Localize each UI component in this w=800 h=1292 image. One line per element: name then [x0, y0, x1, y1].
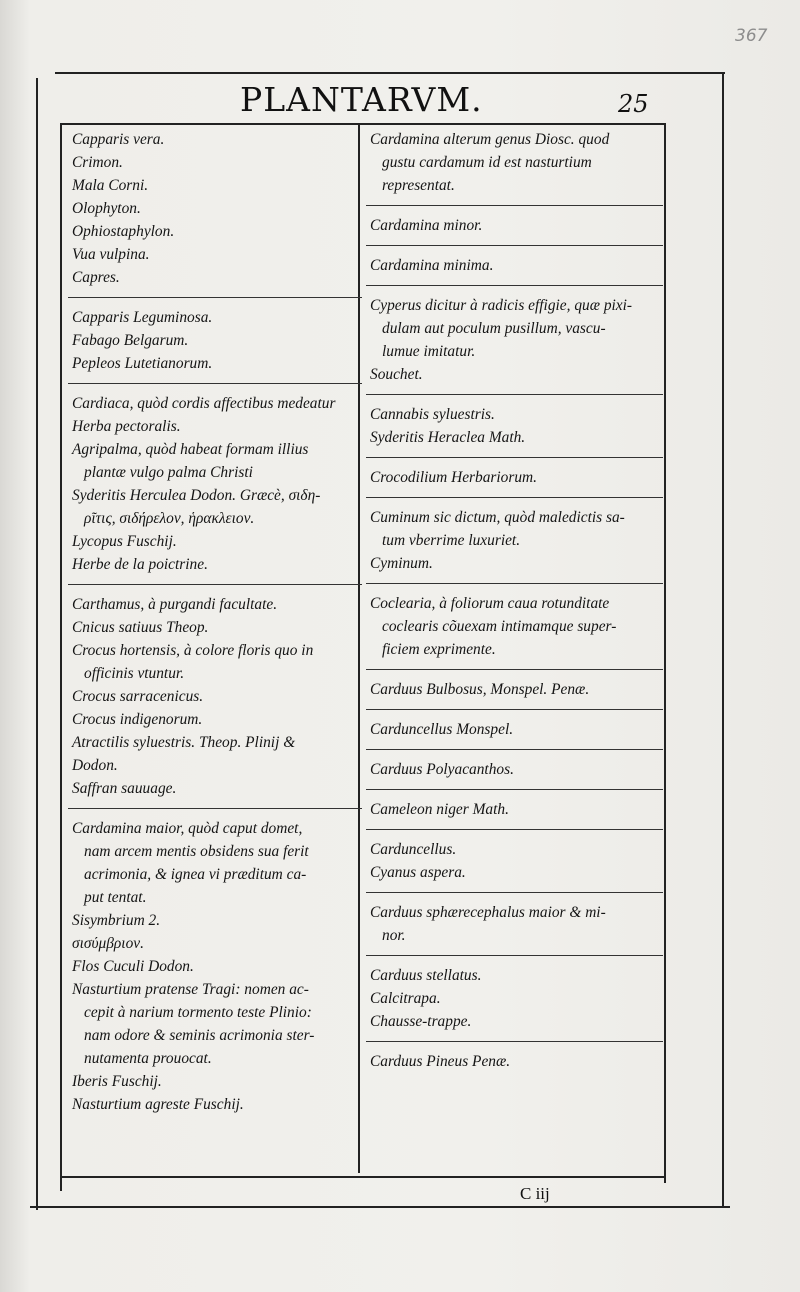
entry-separator	[366, 892, 663, 893]
entry-separator	[366, 829, 663, 830]
entry-line: Cardamina maior, quòd caput domet,	[72, 820, 303, 837]
entry-separator	[366, 709, 663, 710]
plant-entry	[370, 798, 655, 821]
outer-right-line	[722, 74, 724, 1208]
entry-separator	[68, 808, 362, 809]
entry-line: dulam aut poculum pusillum, vascu-	[382, 320, 606, 337]
entry-separator	[366, 457, 663, 458]
right-frame-line	[664, 123, 666, 1183]
entry-line: Carthamus, à purgandi facultate.	[72, 596, 278, 613]
plant-entry	[72, 392, 354, 576]
entry-separator	[366, 205, 663, 206]
entry-separator	[366, 583, 663, 584]
entry-line: σισύμβριον.	[72, 935, 144, 952]
entry-separator	[68, 297, 362, 298]
plant-entry	[370, 964, 655, 1033]
entry-line: Chausse-trappe.	[370, 1013, 472, 1030]
plant-entry	[72, 128, 354, 289]
entry-separator	[366, 789, 663, 790]
entry-line: officinis vtuntur.	[84, 665, 185, 682]
entry-line: Cameleon niger Math.	[370, 801, 509, 818]
entry-line: Capparis Leguminosa.	[72, 309, 213, 326]
entry-line: Coclearia, à foliorum caua rotunditate	[370, 595, 610, 612]
right-column	[370, 128, 655, 1073]
entry-separator	[366, 955, 663, 956]
column-divider	[358, 125, 360, 1173]
plant-entry	[370, 718, 655, 741]
entry-line: Ophiostaphylon.	[72, 223, 175, 240]
entry-line: cepit à narium tormento teste Plinio:	[84, 1004, 312, 1021]
entry-separator	[366, 394, 663, 395]
entry-separator	[366, 1041, 663, 1042]
entry-line: Crocus sarracenicus.	[72, 688, 204, 705]
entry-line: Cnicus satiuus Theop.	[72, 619, 209, 636]
entry-line: Crocus hortensis, à colore floris quo in	[72, 642, 314, 659]
entry-line: Saffran sauuage.	[72, 780, 177, 797]
plant-entry	[370, 901, 655, 947]
entry-line: Mala Corni.	[72, 177, 149, 194]
plant-entry	[370, 128, 655, 197]
entry-line: Carduncellus Monspel.	[370, 721, 514, 738]
entry-line: Carduus Bulbosus, Monspel. Penæ.	[370, 681, 590, 698]
entry-line: Herba pectoralis.	[72, 418, 181, 435]
entry-line: Lycopus Fuschij.	[72, 533, 177, 550]
entry-separator	[366, 669, 663, 670]
entry-line: Fabago Belgarum.	[72, 332, 189, 349]
entry-separator	[366, 245, 663, 246]
entry-line: Cannabis syluestris.	[370, 406, 495, 423]
entry-line: Agripalma, quòd habeat formam illius	[72, 441, 309, 458]
left-column	[72, 128, 354, 1116]
entry-line: Crocus indigenorum.	[72, 711, 203, 728]
entry-separator	[68, 584, 362, 585]
entry-separator	[366, 285, 663, 286]
entry-line: Crocodilium Herbariorum.	[370, 469, 538, 486]
entry-separator	[366, 497, 663, 498]
plant-entry	[72, 306, 354, 375]
plant-entry	[370, 506, 655, 575]
entry-line: coclearis cõuexam intimamque super-	[382, 618, 617, 635]
entry-line: acrimonia, & ignea vi præditum ca-	[84, 866, 307, 883]
entry-line: put tentat.	[84, 889, 147, 906]
entry-line: Herbe de la poictrine.	[72, 556, 208, 573]
plant-entry	[72, 817, 354, 1116]
top-rule	[55, 72, 725, 74]
entry-line: plantæ vulgo palma Christi	[84, 464, 253, 481]
entry-line: nor.	[382, 927, 406, 944]
entry-line: Nasturtium agreste Fuschij.	[72, 1096, 244, 1113]
entry-line: Syderitis Herculea Dodon. Græcè, σιδη-	[72, 487, 321, 504]
page-number: 25	[618, 90, 649, 118]
entry-line: nam odore & seminis acrimonia ster-	[84, 1027, 315, 1044]
entry-line: Carduus Pineus Penæ.	[370, 1053, 511, 1070]
header-rule	[62, 123, 665, 125]
entry-line: Cardamina alterum genus Diosc. quod	[370, 131, 610, 148]
entry-line: Pepleos Lutetianorum.	[72, 355, 213, 372]
entry-line: Cyanus aspera.	[370, 864, 466, 881]
running-head: PLANTARVM.	[240, 80, 483, 119]
entry-line: Cuminum sic dictum, quòd maledictis sa-	[370, 509, 625, 526]
entry-line: gustu cardamum id est nasturtium	[382, 154, 592, 171]
entry-line: Nasturtium pratense Tragi: nomen ac-	[72, 981, 309, 998]
entry-line: ρῖτις, σιδήρελον, ἡρακλειον.	[84, 510, 255, 527]
entry-line: Cyminum.	[370, 555, 433, 572]
entry-line: Calcitrapa.	[370, 990, 441, 1007]
entry-line: Carduus sphærecephalus maior & mi-	[370, 904, 606, 921]
entry-line: ficiem exprimente.	[382, 641, 496, 658]
archive-number: 367	[735, 26, 768, 46]
entry-line: Souchet.	[370, 366, 423, 383]
plant-entry	[370, 403, 655, 449]
plant-entry	[370, 254, 655, 277]
entry-line: Cardamina minima.	[370, 257, 494, 274]
plant-entry	[370, 678, 655, 701]
signature-mark: C iij	[520, 1184, 550, 1203]
entry-separator	[366, 749, 663, 750]
plant-entry	[370, 1050, 655, 1073]
entry-line: Capres.	[72, 269, 120, 286]
entry-separator	[68, 383, 362, 384]
footer-rule	[30, 1206, 730, 1208]
plant-entry	[370, 758, 655, 781]
entry-line: tum vberrime luxuriet.	[382, 532, 521, 549]
entry-line: Cyperus dicitur à radicis effigie, quæ pixi-	[370, 297, 633, 314]
plant-entry	[370, 592, 655, 661]
entry-line: nutamenta prouocat.	[84, 1050, 212, 1067]
entry-line: Vua vulpina.	[72, 246, 150, 263]
plant-entry	[370, 466, 655, 489]
entry-line: Carduncellus.	[370, 841, 457, 858]
entry-line: Dodon.	[72, 757, 118, 774]
entry-line: Syderitis Heraclea Math.	[370, 429, 526, 446]
entry-line: lumue imitatur.	[382, 343, 476, 360]
entry-line: Flos Cuculi Dodon.	[72, 958, 194, 975]
entry-line: Capparis vera.	[72, 131, 165, 148]
left-frame-line	[60, 123, 62, 1191]
bottom-rule	[62, 1176, 665, 1178]
entry-line: nam arcem mentis obsidens sua ferit	[84, 843, 309, 860]
entry-line: Cardamina minor.	[370, 217, 483, 234]
entry-line: Carduus stellatus.	[370, 967, 482, 984]
plant-entry	[72, 593, 354, 800]
outer-left-line	[36, 78, 38, 1210]
plant-entry	[370, 838, 655, 884]
entry-line: Iberis Fuschij.	[72, 1073, 162, 1090]
entry-line: Crimon.	[72, 154, 123, 171]
plant-entry	[370, 294, 655, 386]
entry-line: representat.	[382, 177, 455, 194]
entry-line: Olophyton.	[72, 200, 141, 217]
entry-line: Sisymbrium 2.	[72, 912, 161, 929]
entry-line: Cardiaca, quòd cordis affectibus medeatur	[72, 395, 336, 412]
entry-line: Carduus Polyacanthos.	[370, 761, 514, 778]
plant-entry	[370, 214, 655, 237]
entry-line: Atractilis syluestris. Theop. Plinij &	[72, 734, 296, 751]
